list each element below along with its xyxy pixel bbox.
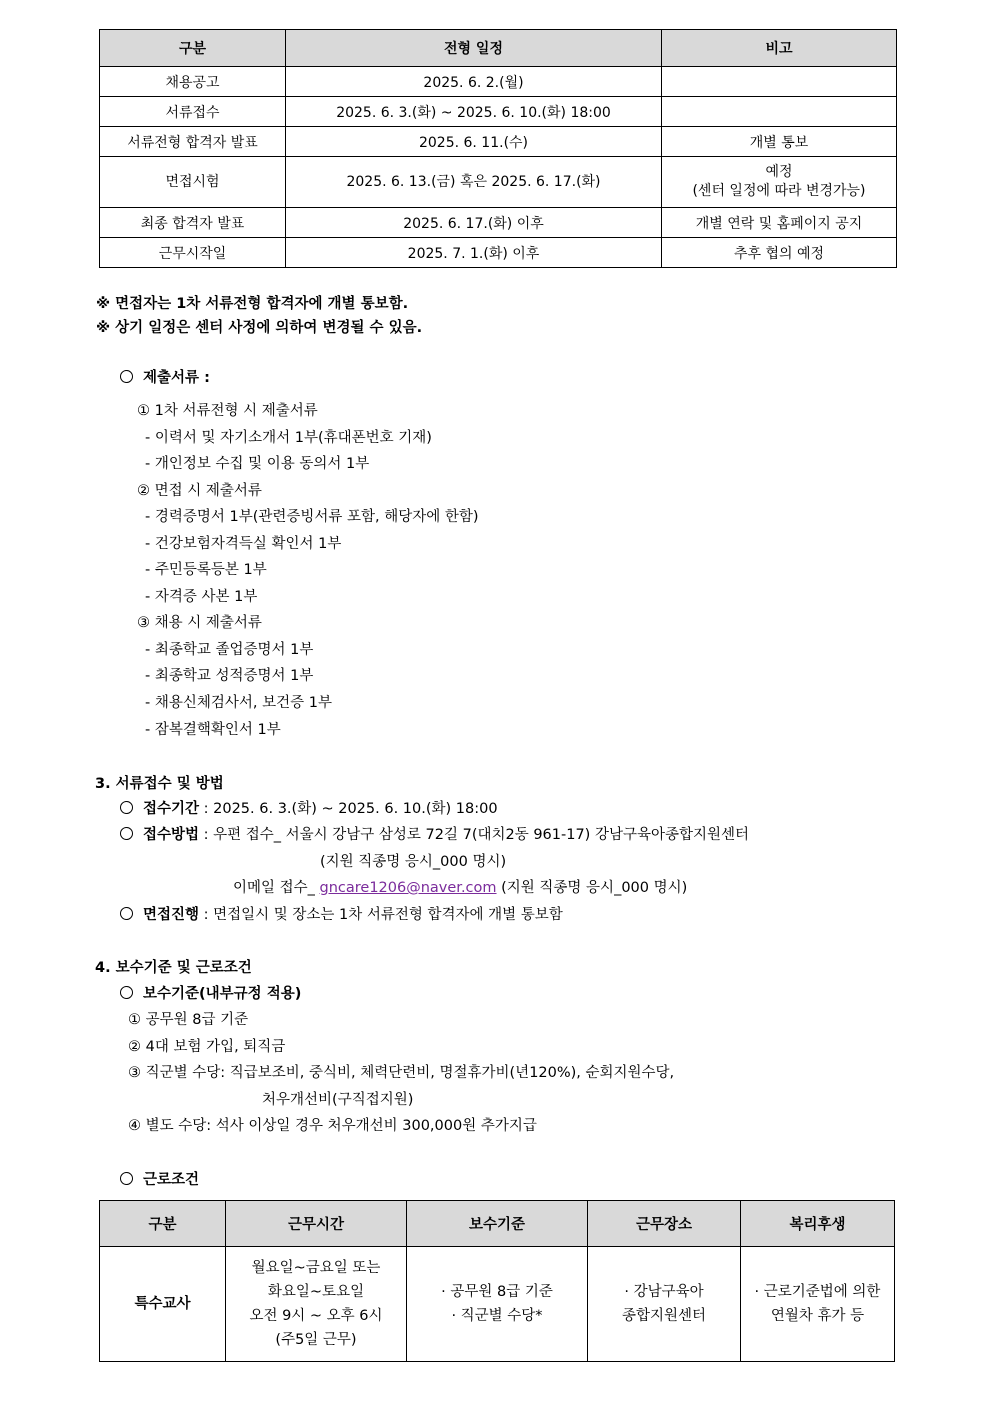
work-header-hours: 근무시간 bbox=[226, 1201, 407, 1247]
table-row bbox=[100, 67, 897, 97]
work-place bbox=[588, 1247, 741, 1362]
table-row bbox=[100, 127, 897, 157]
table-row bbox=[100, 238, 897, 268]
list-item: ② 면접 시 제출서류 bbox=[137, 483, 262, 499]
table-row bbox=[100, 97, 897, 127]
table-row bbox=[100, 1247, 895, 1362]
documents-title: 제출서류 : bbox=[143, 370, 210, 386]
list-item: - 최종학교 졸업증명서 1부 bbox=[145, 642, 314, 658]
list-item: ③ 채용 시 제출서류 bbox=[137, 615, 262, 631]
schedule-header-row bbox=[100, 30, 897, 67]
schedule-date: 2025. 6. 13.(금) 혹은 2025. 6. 17.(화) bbox=[286, 157, 662, 208]
work-header-place: 근무장소 bbox=[588, 1201, 741, 1247]
interview-label: 면접진행 bbox=[143, 907, 200, 923]
schedule-date: 2025. 6. 11.(수) bbox=[286, 127, 662, 157]
work-hours-line: 화요일~토요일 bbox=[267, 1284, 365, 1300]
work-conditions-table bbox=[99, 1200, 895, 1362]
method-label: 접수방법 bbox=[143, 827, 200, 843]
schedule-header-note: 비고 bbox=[662, 30, 897, 67]
work-welfare-line: · 근로기준법에 의한 bbox=[754, 1284, 881, 1300]
schedule-cat: 서류접수 bbox=[100, 97, 286, 127]
schedule-cat: 최종 합격자 발표 bbox=[100, 208, 286, 238]
method-value-2: (지원 직종명 응시_000 명시) bbox=[320, 854, 507, 870]
list-item: - 잠복결핵확인서 1부 bbox=[145, 722, 281, 738]
schedule-date: 2025. 7. 1.(화) 이후 bbox=[286, 238, 662, 268]
schedule-date: 2025. 6. 17.(화) 이후 bbox=[286, 208, 662, 238]
schedule-note: 추후 협의 예정 bbox=[662, 238, 897, 268]
method-value: : 우편 접수_ 서울시 강남구 삼성로 72길 7(대치2동 961-17) 강남구육아종합지원센터 bbox=[203, 827, 750, 843]
schedule-cat: 면접시험 bbox=[100, 157, 286, 208]
work-pay-line: · 공무원 8급 기준 bbox=[441, 1284, 553, 1300]
list-item: - 개인정보 수집 및 이용 동의서 1부 bbox=[145, 456, 370, 472]
list-item: - 경력증명서 1부(관련증빙서류 포함, 해당자에 한함) bbox=[145, 509, 479, 525]
work-hours-line: 오전 9시 ~ 오후 6시 bbox=[249, 1308, 383, 1324]
list-item: - 채용신체검사서, 보건증 1부 bbox=[145, 695, 332, 711]
work-pay bbox=[407, 1247, 588, 1362]
list-item: ① 1차 서류전형 시 제출서류 bbox=[137, 403, 318, 419]
table-row bbox=[100, 208, 897, 238]
work-cat: 특수교사 bbox=[100, 1247, 226, 1362]
schedule-note bbox=[662, 157, 897, 208]
schedule-cat: 근무시작일 bbox=[100, 238, 286, 268]
list-item: ② 4대 보험 가입, 퇴직금 bbox=[128, 1039, 286, 1055]
section4-title: 4. 보수기준 및 근로조건 bbox=[95, 960, 252, 976]
work-hours-line: 월요일~금요일 또는 bbox=[251, 1260, 381, 1276]
conditions-heading bbox=[120, 1168, 199, 1189]
work-hours bbox=[226, 1247, 407, 1362]
list-item: ③ 직군별 수당: 직급보조비, 중식비, 체력단련비, 명절휴가비(년120%), 순회지원수당, bbox=[128, 1065, 675, 1081]
list-item: - 이력서 및 자기소개서 1부(휴대폰번호 기재) bbox=[145, 430, 432, 446]
email-prefix: 이메일 접수_ bbox=[233, 880, 315, 896]
note-schedule-change: ※ 상기 일정은 센터 사정에 의하여 변경될 수 있음. bbox=[96, 320, 423, 336]
circle-bullet-icon bbox=[120, 370, 133, 383]
period-row bbox=[120, 797, 498, 818]
email-link[interactable]: gncare1206@naver.com bbox=[319, 880, 497, 896]
work-place-line: 종합지원센터 bbox=[621, 1308, 707, 1324]
work-header-cat: 구분 bbox=[100, 1201, 226, 1247]
work-welfare bbox=[741, 1247, 895, 1362]
table-row bbox=[100, 157, 897, 208]
interview-value: : 면접일시 및 장소는 1차 서류전형 합격자에 개별 통보함 bbox=[203, 907, 563, 923]
work-place-line: · 강남구육아 bbox=[624, 1284, 704, 1300]
pay-heading bbox=[120, 982, 301, 1003]
schedule-cat: 서류전형 합격자 발표 bbox=[100, 127, 286, 157]
schedule-note: 개별 연락 및 홈페이지 공지 bbox=[662, 208, 897, 238]
work-hours-line: (주5일 근무) bbox=[275, 1332, 357, 1348]
list-item: - 자격증 사본 1부 bbox=[145, 589, 258, 605]
work-header-welfare: 복리후생 bbox=[741, 1201, 895, 1247]
schedule-date: 2025. 6. 2.(월) bbox=[286, 67, 662, 97]
period-label: 접수기간 bbox=[143, 801, 200, 817]
schedule-note bbox=[662, 67, 897, 97]
conditions-title: 근로조건 bbox=[143, 1172, 200, 1188]
work-header-row bbox=[100, 1201, 895, 1247]
email-row bbox=[233, 876, 687, 897]
circle-bullet-icon bbox=[120, 827, 133, 840]
pay-title: 보수기준(내부규정 적용) bbox=[143, 986, 302, 1002]
documents-heading bbox=[120, 366, 210, 387]
interview-row bbox=[120, 903, 563, 924]
schedule-header-date: 전형 일정 bbox=[286, 30, 662, 67]
email-suffix: (지원 직종명 응시_000 명시) bbox=[501, 880, 688, 896]
circle-bullet-icon bbox=[120, 907, 133, 920]
work-pay-line: · 직군별 수당* bbox=[451, 1308, 543, 1324]
circle-bullet-icon bbox=[120, 1172, 133, 1185]
schedule-note-line2: (센터 일정에 따라 변경가능) bbox=[692, 183, 866, 199]
list-item: - 주민등록등본 1부 bbox=[145, 562, 267, 578]
schedule-note bbox=[662, 97, 897, 127]
method-row bbox=[120, 823, 749, 844]
list-item: ④ 별도 수당: 석사 이상일 경우 처우개선비 300,000원 추가지급 bbox=[128, 1118, 537, 1134]
schedule-header-cat: 구분 bbox=[100, 30, 286, 67]
period-value: : 2025. 6. 3.(화) ~ 2025. 6. 10.(화) 18:00 bbox=[203, 801, 498, 817]
schedule-note-line1: 예정 bbox=[765, 164, 793, 180]
list-item: - 최종학교 성적증명서 1부 bbox=[145, 668, 314, 684]
list-item: ① 공무원 8급 기준 bbox=[128, 1012, 249, 1028]
circle-bullet-icon bbox=[120, 986, 133, 999]
work-header-pay: 보수기준 bbox=[407, 1201, 588, 1247]
circle-bullet-icon bbox=[120, 801, 133, 814]
schedule-cat: 채용공고 bbox=[100, 67, 286, 97]
list-item: 처우개선비(구직접지원) bbox=[262, 1092, 414, 1108]
list-item: - 건강보험자격득실 확인서 1부 bbox=[145, 536, 342, 552]
schedule-date: 2025. 6. 3.(화) ~ 2025. 6. 10.(화) 18:00 bbox=[286, 97, 662, 127]
section3-title: 3. 서류접수 및 방법 bbox=[95, 776, 224, 792]
work-welfare-line: 연월차 휴가 등 bbox=[770, 1308, 865, 1324]
note-interview: ※ 면접자는 1차 서류전형 합격자에 개별 통보함. bbox=[96, 296, 409, 312]
schedule-table bbox=[99, 29, 897, 268]
schedule-note: 개별 통보 bbox=[662, 127, 897, 157]
